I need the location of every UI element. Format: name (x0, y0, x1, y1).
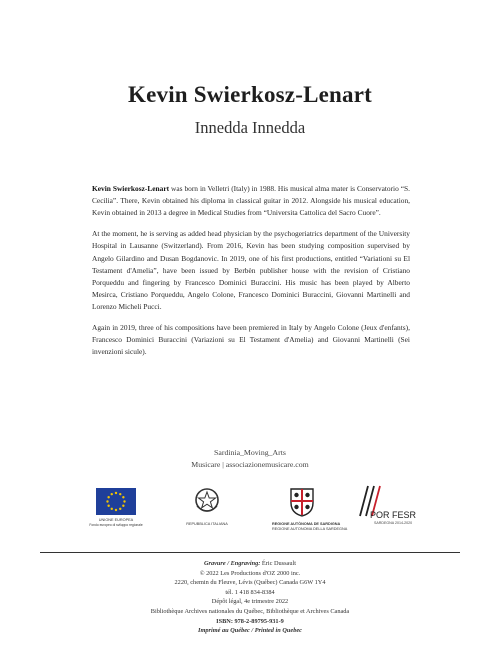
eu-star-icon (107, 496, 109, 498)
eu-logo (89, 488, 143, 534)
por-fesr-title: POR FESR (370, 510, 417, 520)
eu-star-icon (107, 505, 109, 507)
italy-caption: REPUBBLICA ITALIANA (186, 522, 228, 526)
bio-paragraph-3: Again in 2019, three of his compositions have been premiered in Italy by Angelo Colone (Jeux d'enfants), Francesco Dominici Buraccini (Variazioni su El Testament d'Amelia) and Giovanni Martinelli (Sei invenzioni sicule). (92, 323, 410, 357)
sardegna-caption-2: REGIONE AUTONOMA DELLA SARDEGNA (272, 527, 348, 531)
sardegna-caption-1: REGIONE AUTÒNOMA DE SARDIGNA (272, 522, 341, 526)
bio-paragraph-1 (92, 183, 410, 220)
eu-star-icon (111, 508, 113, 510)
eu-flag-icon (96, 488, 136, 515)
engraving-label: Gravure / Engraving: (203, 560, 261, 567)
biography (92, 183, 410, 367)
engraving-line (0, 559, 500, 569)
address-line: 2220, chemin du Fleuve, Lévis (Québec) Canada G6W 1Y4 (174, 579, 326, 587)
italian-republic-logo (183, 486, 231, 532)
por-fesr-subtitle: SARDEGNA 2014-2020 (374, 521, 413, 525)
eu-star-icon (115, 492, 117, 494)
imprint-block (0, 559, 500, 636)
sardegna-shield-icon (289, 487, 315, 517)
italian-emblem-icon (194, 486, 220, 516)
bio-paragraph-1-text: was born in Velletri (Italy) in 1988. His musical alma mater is Conservatorio “S. Cecilia”. There, Kevin obtained his diploma in classical guitar in 2012. Alongside his musical education, Kevin obtained in 2013 a degree in Medical Studies from “Universita Cattolica del Sacro Cuore”. (92, 184, 410, 218)
printed-in-line: Imprimé au Québec / Printed in Quebec (198, 627, 302, 635)
bio-name: Kevin Swierkosz-Lenart (92, 184, 170, 193)
eu-star-icon (122, 505, 124, 507)
work-title: Innedda Innedda (194, 118, 306, 137)
engraving-name: Éric Dussault (260, 560, 296, 567)
phone-line: tél. 1 418 834-8384 (225, 588, 275, 596)
eu-star-icon (115, 509, 117, 511)
eu-star-icon (119, 508, 121, 510)
eu-caption-2: Fondo europeo di sviluppo regionale (89, 523, 143, 527)
eu-star-icon (106, 500, 108, 502)
por-fesr-logo (350, 484, 417, 536)
copyright-line: © 2022 Les Productions d'OZ 2000 inc. (199, 569, 301, 577)
composer-name: Kevin Swierkosz-Lenart (128, 82, 372, 107)
eu-caption-1: UNIONE EUROPEA (98, 518, 134, 522)
eu-star-icon (119, 493, 121, 495)
organization-name: Sardinia_Moving_Arts (214, 448, 286, 457)
library-line: Bibliothèque Archives nationales du Québec, Bibliothèque et Archives Canada (150, 607, 350, 615)
legal-deposit-line: Dépôt légal, 4e trimestre 2022 (211, 598, 289, 606)
isbn-line: ISBN: 978-2-89795-931-9 (216, 617, 284, 625)
organization-info (0, 447, 500, 471)
bio-paragraph-2: At the moment, he is serving as added head physician by the psychogeriatrics department of the University Hospital in Lausanne (Switzerland). From 2016, Kevin has been studying composition supervised by Angelo Gilardino and Dusan Bogdanovic. In 2019, one of his first productions, entitled “Variationi su El Testament d'Amelia”, have been issued by Berbèn publisher house with the revision of Cristiano Porqueddu and fingering by Francesco Dominici Buraccini. His music has been played by Alberto Mesirca, Cristiano Porqueddu, Angelo Colone, Francesco Dominici Buraccini, Giovanni Martinelli and Lorenzo Micheli Pucci. (92, 229, 410, 312)
eu-star-icon (123, 500, 125, 502)
eu-star-icon (111, 493, 113, 495)
sardegna-region-logo (272, 487, 348, 533)
organization-website: Musicare | associazionemusicare.com (191, 460, 309, 469)
footer-divider (40, 552, 460, 553)
eu-star-icon (122, 496, 124, 498)
